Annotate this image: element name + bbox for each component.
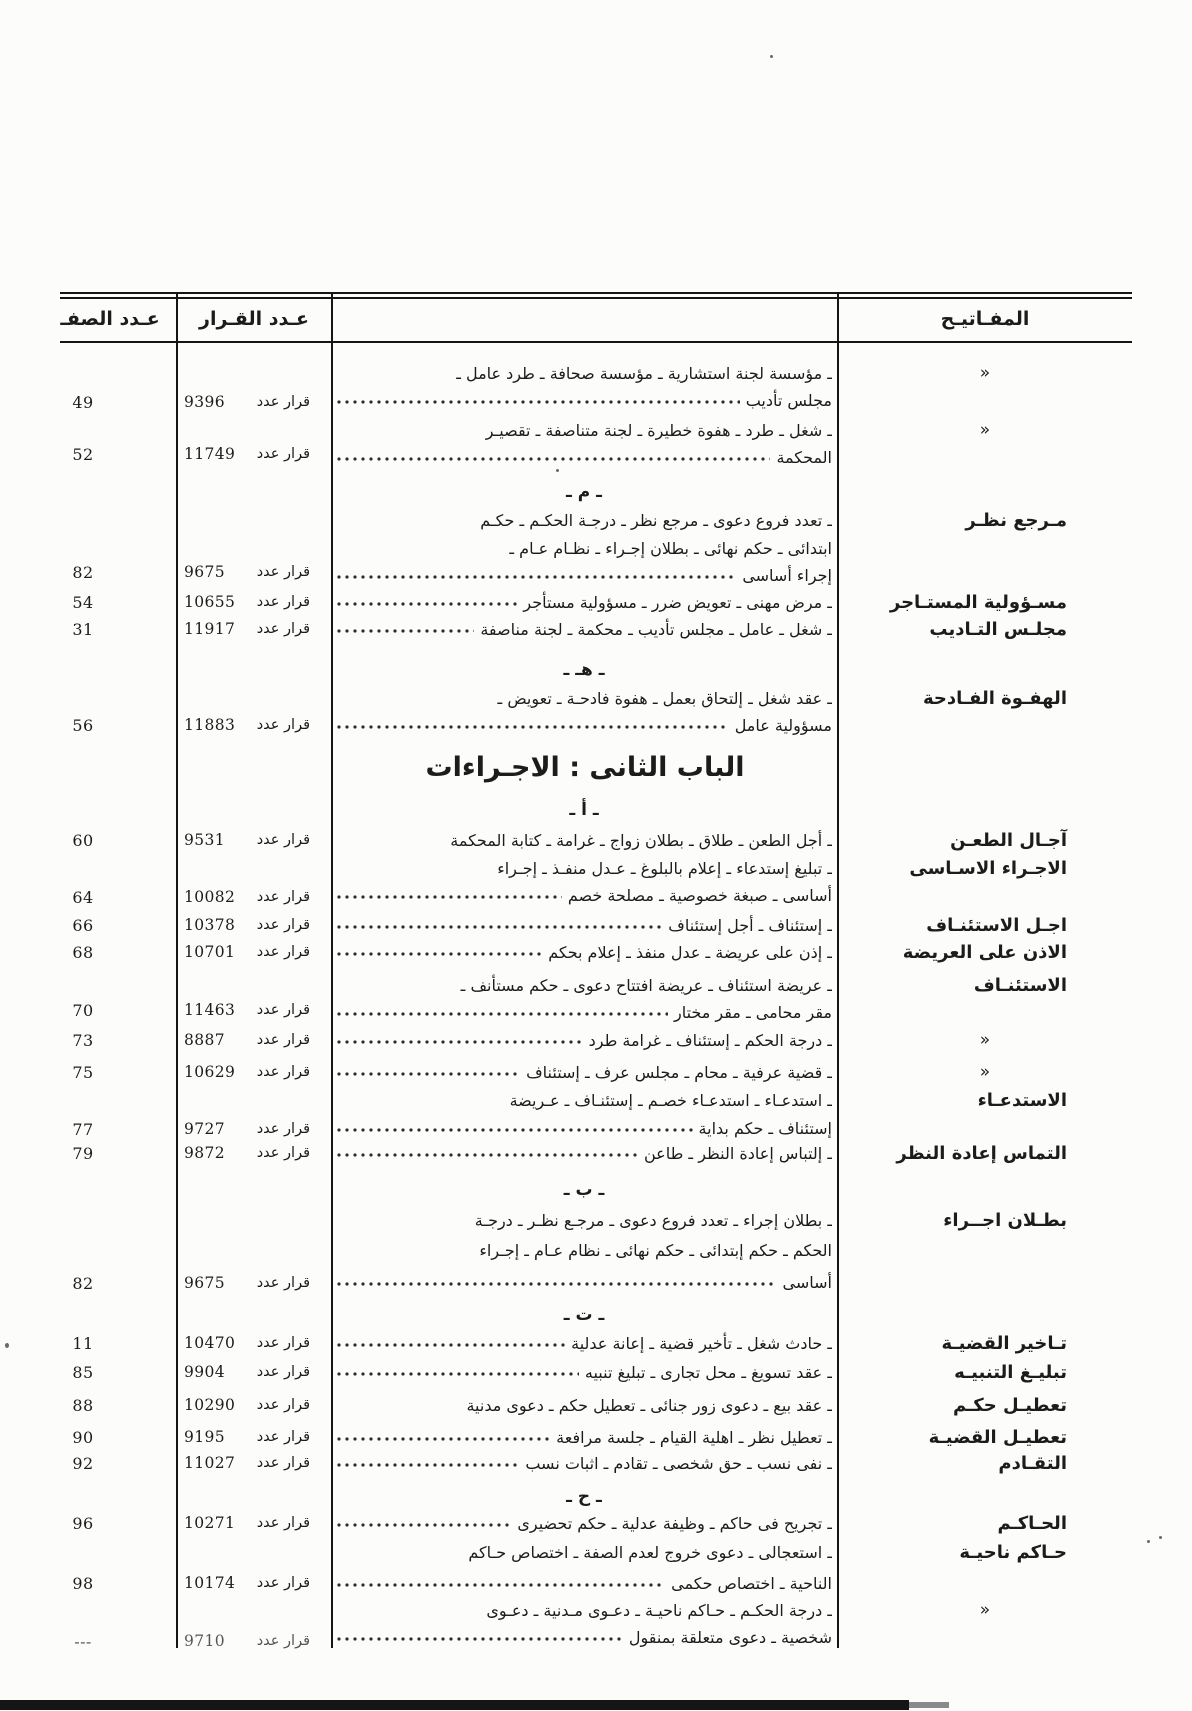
entry-description-text: شخصية ـ دعوى متعلقة بمنقول xyxy=(628,1627,832,1647)
entry-description-text: ـ قضية عرفية ـ محام ـ مجلس عرف ـ إستئناف xyxy=(526,1062,832,1082)
dotted-leader xyxy=(336,1450,519,1476)
entry-description-text: ـ مرض مهنى ـ تعويض ضرر ـ مسؤولية مستأجر xyxy=(523,592,832,612)
entry-description-line xyxy=(336,685,832,711)
decision-prefix: قرار عدد xyxy=(256,1121,310,1137)
entry-description-text: ـ درجة الحكم ـ إستئناف ـ غرامة طرد xyxy=(588,1030,832,1050)
decision-prefix: قرار عدد xyxy=(256,889,310,905)
entry-description-line xyxy=(336,535,832,561)
dotted-leader xyxy=(336,939,542,965)
entry-description-line xyxy=(336,972,832,998)
entry-description-line xyxy=(336,1087,832,1113)
decision-number: 11883 xyxy=(184,716,236,734)
decision-prefix: قرار عدد xyxy=(256,1575,310,1591)
entry-description-text: ـ تعطيل نظر ـ اهلية القيام ـ جلسة مرافعة xyxy=(556,1427,832,1447)
decision-number: 10082 xyxy=(184,888,236,906)
entry-description-text: مجلس تأديب xyxy=(745,390,832,410)
page-number: 52 xyxy=(72,444,94,464)
key-label: مـرجع نظـر xyxy=(965,509,1067,531)
decision-number: 9531 xyxy=(184,831,226,849)
entry-description-line xyxy=(336,1330,832,1356)
bottom-scan-bar-tail xyxy=(909,1702,949,1708)
decision-number-cell xyxy=(184,1451,310,1475)
decision-prefix: قرار عدد xyxy=(256,1275,310,1291)
dotted-leader xyxy=(336,616,474,642)
decision-number-cell xyxy=(184,1141,310,1165)
dotted-leader xyxy=(336,1027,583,1053)
header-bottom-rule xyxy=(60,341,1132,343)
decision-prefix: قرار عدد xyxy=(256,944,310,960)
entry-description-line xyxy=(336,1424,832,1450)
page-number: 60 xyxy=(72,830,94,850)
entry-description-line xyxy=(336,1207,832,1233)
entry-description-text: ـ شغل ـ عامل ـ مجلس تأديب ـ محكمة ـ لجنة مناصفة xyxy=(480,619,832,639)
entry-description-line xyxy=(336,827,832,853)
decision-number-cell xyxy=(184,590,310,614)
dotted-leader xyxy=(336,1624,623,1650)
decision-number-cell xyxy=(184,1060,310,1084)
top-rule-outer xyxy=(60,292,1132,294)
decision-number: 11917 xyxy=(184,620,236,638)
decision-number-cell xyxy=(184,1511,310,1535)
entry-description-line xyxy=(336,1115,832,1141)
entry-description-text: ـ إلتباس إعادة النظر ـ طاعن xyxy=(644,1143,832,1163)
entry-description-text: ـ إذن على عريضة ـ عدل منفذ ـ إعلام بحكم xyxy=(548,942,832,962)
page-number: 90 xyxy=(72,1427,94,1447)
page-number: 11 xyxy=(72,1333,94,1353)
decision-prefix: قرار عدد xyxy=(256,832,310,848)
key-label: التماس إعادة النظر xyxy=(896,1142,1067,1164)
decision-prefix: قرار عدد xyxy=(256,1032,310,1048)
top-rule-inner xyxy=(60,297,1132,299)
page-number: 49 xyxy=(72,392,94,412)
entry-description-text: ـ نفى نسب ـ حق شخصى ـ تقادم ـ اثبات نسب xyxy=(525,1453,832,1473)
decision-number: 9675 xyxy=(184,563,226,581)
page-number: --- xyxy=(74,1631,92,1651)
entry-description-text: ـ عريضة استئناف ـ عريضة افتتاح دعوى ـ حكم مستأنف ـ xyxy=(460,975,832,995)
page-number: 64 xyxy=(72,887,94,907)
entry-description-text: ـ استدعـاء ـ استدعـاء خصـم ـ إستئنـاف ـ عـريضة xyxy=(509,1090,832,1110)
decision-number-cell xyxy=(184,442,310,466)
entry-description-text: ـ تعدد فروع دعوى ـ مرجع نظر ـ درجـة الحكـم ـ حكـم xyxy=(480,510,832,530)
decision-prefix: قرار عدد xyxy=(256,917,310,933)
decision-number-cell xyxy=(184,1331,310,1355)
decision-number-cell xyxy=(184,1117,310,1141)
dotted-leader xyxy=(336,712,729,738)
page-number: 73 xyxy=(72,1030,94,1050)
entry-description-text: الناحية ـ اختصاص حكمى xyxy=(671,1573,832,1593)
entry-description-text: ـ عقد تسويغ ـ محل تجارى ـ تبليغ تنبيه xyxy=(584,1362,832,1382)
entry-description-line xyxy=(336,912,832,938)
entry-description-text: ـ درجة الحكـم ـ حـاكم ناحيـة ـ دعـوى مـدنية ـ دعـوى xyxy=(486,1600,832,1620)
decision-number-cell xyxy=(184,1360,310,1384)
page-number: 85 xyxy=(72,1362,94,1382)
key-ditto-mark: » xyxy=(979,1062,991,1082)
dotted-leader xyxy=(336,912,662,938)
page-number: 98 xyxy=(72,1573,94,1593)
dotted-leader xyxy=(336,562,736,588)
key-label: الاذن على العريضة xyxy=(902,941,1067,963)
dotted-leader xyxy=(336,1059,520,1085)
dotted-leader xyxy=(336,589,517,615)
decision-prefix: قرار عدد xyxy=(256,1364,310,1380)
page-number: 66 xyxy=(72,915,94,935)
dotted-leader xyxy=(336,1359,579,1385)
key-label: الاجـراء الاسـاسى xyxy=(909,857,1067,879)
decision-prefix: قرار عدد xyxy=(256,394,310,410)
bottom-scan-bar xyxy=(0,1700,909,1710)
entry-description-line xyxy=(336,1140,832,1166)
entry-description-text: ـ بطلان إجراء ـ تعدد فروع دعوى ـ مرجـع نظـر ـ درجـة xyxy=(474,1210,832,1230)
key-label: تبليـغ التنبيـه xyxy=(954,1361,1067,1383)
page-number: 96 xyxy=(72,1513,94,1533)
entry-description-line xyxy=(336,387,832,413)
entry-description-line xyxy=(336,1624,832,1650)
entry-description-line xyxy=(336,1237,832,1263)
decision-number-cell xyxy=(184,1571,310,1595)
decision-prefix: قرار عدد xyxy=(256,717,310,733)
decision-number: 10290 xyxy=(184,1396,236,1414)
entry-description-line xyxy=(336,1392,832,1418)
section-letter-divider: ـ ت ـ xyxy=(563,1305,605,1325)
decision-number: 8887 xyxy=(184,1031,226,1049)
decision-number-cell xyxy=(184,560,310,584)
entry-description-line xyxy=(336,1450,832,1476)
entry-description-line xyxy=(336,1597,832,1623)
decision-number: 10271 xyxy=(184,1514,236,1532)
entry-description-line xyxy=(336,1027,832,1053)
entry-description-text: أساسى ـ صبغة خصوصية ـ مصلحة خصم xyxy=(567,885,832,905)
page-number: 82 xyxy=(72,562,94,582)
page-number: 56 xyxy=(72,715,94,735)
decision-number: 10701 xyxy=(184,943,236,961)
dotted-leader xyxy=(336,882,562,908)
entry-description-text: ـ عقد شغل ـ إلتحاق بعمل ـ هفوة فادحـة ـ تعويض ـ xyxy=(497,688,832,708)
entry-description-text: أساسى xyxy=(782,1272,832,1292)
decision-number-cell xyxy=(184,1425,310,1449)
entry-description-line xyxy=(336,939,832,965)
key-label: الهفـوة الفـادحة xyxy=(922,687,1067,709)
vertical-rule-desc-keys xyxy=(837,294,839,1648)
decision-number: 10629 xyxy=(184,1063,236,1081)
entry-description-text: ـ أجل الطعن ـ طلاق ـ بطلان زواج ـ غرامة ـ كتابة المحكمة xyxy=(450,830,832,850)
entry-description-text: ـ إستئناف ـ أجل إستئناف xyxy=(668,915,832,935)
page-number: 68 xyxy=(72,942,94,962)
dotted-leader xyxy=(336,1330,565,1356)
entry-description-text: ـ مؤسسة لجنة استشارية ـ مؤسسة صحافة ـ طرد عامل ـ xyxy=(456,363,832,383)
entry-description-line xyxy=(336,1359,832,1385)
entry-description-text: إجراء أساسى xyxy=(742,565,832,585)
decision-number-cell xyxy=(184,913,310,937)
decision-number: 9396 xyxy=(184,393,226,411)
decision-number-cell xyxy=(184,1271,310,1295)
scan-speck xyxy=(1159,1536,1162,1539)
key-label: تـاخير القضيـة xyxy=(941,1332,1067,1354)
decision-prefix: قرار عدد xyxy=(256,1633,310,1649)
entry-description-text: الحكم ـ حكم إبتدائى ـ حكم نهائى ـ نظام عـام ـ إجـراء xyxy=(479,1240,832,1260)
key-label: مسـؤولية المستـاجر xyxy=(889,591,1067,613)
entry-description-line xyxy=(336,360,832,386)
page-number: 92 xyxy=(72,1453,94,1473)
dotted-leader xyxy=(336,1115,693,1141)
decision-number-cell xyxy=(184,828,310,852)
decision-number-cell xyxy=(184,1028,310,1052)
dotted-leader xyxy=(336,1140,638,1166)
scan-speck xyxy=(1147,1540,1150,1543)
decision-number: 10470 xyxy=(184,1334,236,1352)
page-number: 77 xyxy=(72,1119,94,1139)
page-number: 75 xyxy=(72,1062,94,1082)
decision-number: 9727 xyxy=(184,1120,226,1138)
entry-description-text: ـ حادث شغل ـ تأخير قضية ـ إعانة عدلية xyxy=(571,1333,832,1353)
entry-description-text: ابتدائى ـ حكم نهائى ـ بطلان إجـراء ـ نظـام عـام ـ xyxy=(509,538,832,558)
entry-description-text: المحكمة xyxy=(776,447,832,467)
page-number: 82 xyxy=(72,1273,94,1293)
entry-description-line xyxy=(336,417,832,443)
key-label: آجـال الطعـن xyxy=(950,829,1067,851)
decision-number-cell xyxy=(184,617,310,641)
decision-number: 9872 xyxy=(184,1144,226,1162)
entry-description-line xyxy=(336,1510,832,1536)
key-label: الحـاكـم xyxy=(997,1512,1067,1534)
decision-number: 11027 xyxy=(184,1454,236,1472)
decision-prefix: قرار عدد xyxy=(256,1455,310,1471)
dotted-leader xyxy=(336,444,770,470)
decision-prefix: قرار عدد xyxy=(256,1429,310,1445)
page-number: 70 xyxy=(72,1000,94,1020)
header-page-number-column: عـدد الصفـ xyxy=(60,308,160,330)
decision-number: 11463 xyxy=(184,1001,236,1019)
entry-description-line xyxy=(336,855,832,881)
key-ditto-mark: » xyxy=(979,1600,991,1620)
decision-number-cell xyxy=(184,1393,310,1417)
decision-number: 10655 xyxy=(184,593,236,611)
entry-description-line xyxy=(336,507,832,533)
entry-description-line xyxy=(336,712,832,738)
vertical-rule-page-decision xyxy=(176,294,178,1648)
key-ditto-mark: » xyxy=(979,363,991,383)
entry-description-text: مقر محامى ـ مقر مختار xyxy=(673,1002,832,1022)
key-label: الاستدعـاء xyxy=(977,1089,1067,1111)
section-letter-divider: ـ م ـ xyxy=(566,482,602,502)
section-letter-divider: ـ أ ـ xyxy=(569,800,599,820)
decision-number-cell xyxy=(184,1629,310,1653)
decision-number: 10174 xyxy=(184,1574,236,1592)
decision-number: 9675 xyxy=(184,1274,226,1292)
entry-description-text: إستئناف ـ حكم بداية xyxy=(698,1118,832,1138)
entry-description-line xyxy=(336,1570,832,1596)
decision-prefix: قرار عدد xyxy=(256,1145,310,1161)
key-label: تعطيـل القضيـة xyxy=(928,1426,1067,1448)
key-label: حـاكم ناحيـة xyxy=(959,1541,1067,1563)
key-label: بطـلان اجــراء xyxy=(943,1209,1067,1231)
entry-description-text: مسؤولية عامل xyxy=(734,715,832,735)
decision-prefix: قرار عدد xyxy=(256,594,310,610)
decision-prefix: قرار عدد xyxy=(256,446,310,462)
decision-number: 10378 xyxy=(184,916,236,934)
entry-description-line xyxy=(336,616,832,642)
header-keys-column: المفـاتيـح xyxy=(940,308,1030,330)
dotted-leader xyxy=(336,1570,665,1596)
chapter-heading: الباب الثانى : الاجـراءات xyxy=(425,751,745,783)
entry-description-text: ـ عقد بيع ـ دعوى زور جنائى ـ تعطيل حكم ـ دعوى مدنية xyxy=(466,1395,832,1415)
vertical-rule-decision-desc xyxy=(331,294,333,1648)
dotted-leader xyxy=(336,1269,777,1295)
decision-number: 9904 xyxy=(184,1363,226,1381)
decision-number-cell xyxy=(184,885,310,909)
decision-number-cell xyxy=(184,940,310,964)
key-label: مجلـس التـاديب xyxy=(929,618,1067,640)
page-number: 31 xyxy=(72,619,94,639)
entry-description-line xyxy=(336,444,832,470)
page-number: 88 xyxy=(72,1395,94,1415)
decision-prefix: قرار عدد xyxy=(256,1064,310,1080)
scan-speck xyxy=(770,55,773,58)
entry-description-line xyxy=(336,589,832,615)
dotted-leader xyxy=(336,1424,550,1450)
section-letter-divider: ـ ح ـ xyxy=(566,1487,602,1507)
decision-number-cell xyxy=(184,998,310,1022)
entry-description-line xyxy=(336,1539,832,1565)
decision-number-cell xyxy=(184,713,310,737)
entry-description-text: ـ استعجالى ـ دعوى خروج لعدم الصفة ـ اختصاص حـاكم xyxy=(468,1542,832,1562)
scan-speck xyxy=(5,1343,9,1348)
entry-description-text: ـ شغل ـ طرد ـ هفوة خطيرة ـ لجنة متناصفة ـ تقصيـر xyxy=(485,420,832,440)
key-ditto-mark: » xyxy=(979,420,991,440)
header-decision-number-column: عـدد القـرار xyxy=(199,308,309,330)
decision-number-cell xyxy=(184,390,310,414)
dotted-leader xyxy=(336,1510,511,1536)
decision-number: 9195 xyxy=(184,1428,226,1446)
entry-description-text: ـ تجريح فى حاكم ـ وظيفة عدلية ـ حكم تحضيرى xyxy=(517,1513,832,1533)
decision-prefix: قرار عدد xyxy=(256,564,310,580)
page-number: 79 xyxy=(72,1143,94,1163)
decision-prefix: قرار عدد xyxy=(256,1335,310,1351)
key-label: تعطيـل حكـم xyxy=(953,1394,1067,1416)
entry-description-line xyxy=(336,882,832,908)
page-number: 54 xyxy=(72,592,94,612)
entry-description-line xyxy=(336,999,832,1025)
entry-description-text: ـ تبليغ إستدعاء ـ إعلام بالبلوغ ـ عـدل منفـذ ـ إجـراء xyxy=(497,858,832,878)
decision-prefix: قرار عدد xyxy=(256,1002,310,1018)
decision-prefix: قرار عدد xyxy=(256,1397,310,1413)
key-label: اجـل الاستئنـاف xyxy=(926,914,1067,936)
section-letter-divider: ـ ب ـ xyxy=(563,1180,605,1200)
decision-prefix: قرار عدد xyxy=(256,1515,310,1531)
dotted-leader xyxy=(336,387,740,413)
section-letter-divider: ـ هـ ـ xyxy=(563,660,605,680)
entry-description-line xyxy=(336,1269,832,1295)
entry-description-line xyxy=(336,562,832,588)
dotted-leader xyxy=(336,999,668,1025)
decision-number: 11749 xyxy=(184,445,236,463)
decision-prefix: قرار عدد xyxy=(256,621,310,637)
key-label: الاستئنـاف xyxy=(973,974,1067,996)
decision-number: 9710 xyxy=(184,1632,226,1650)
key-ditto-mark: » xyxy=(979,1030,991,1050)
key-label: التقـادم xyxy=(998,1452,1067,1474)
entry-description-line xyxy=(336,1059,832,1085)
